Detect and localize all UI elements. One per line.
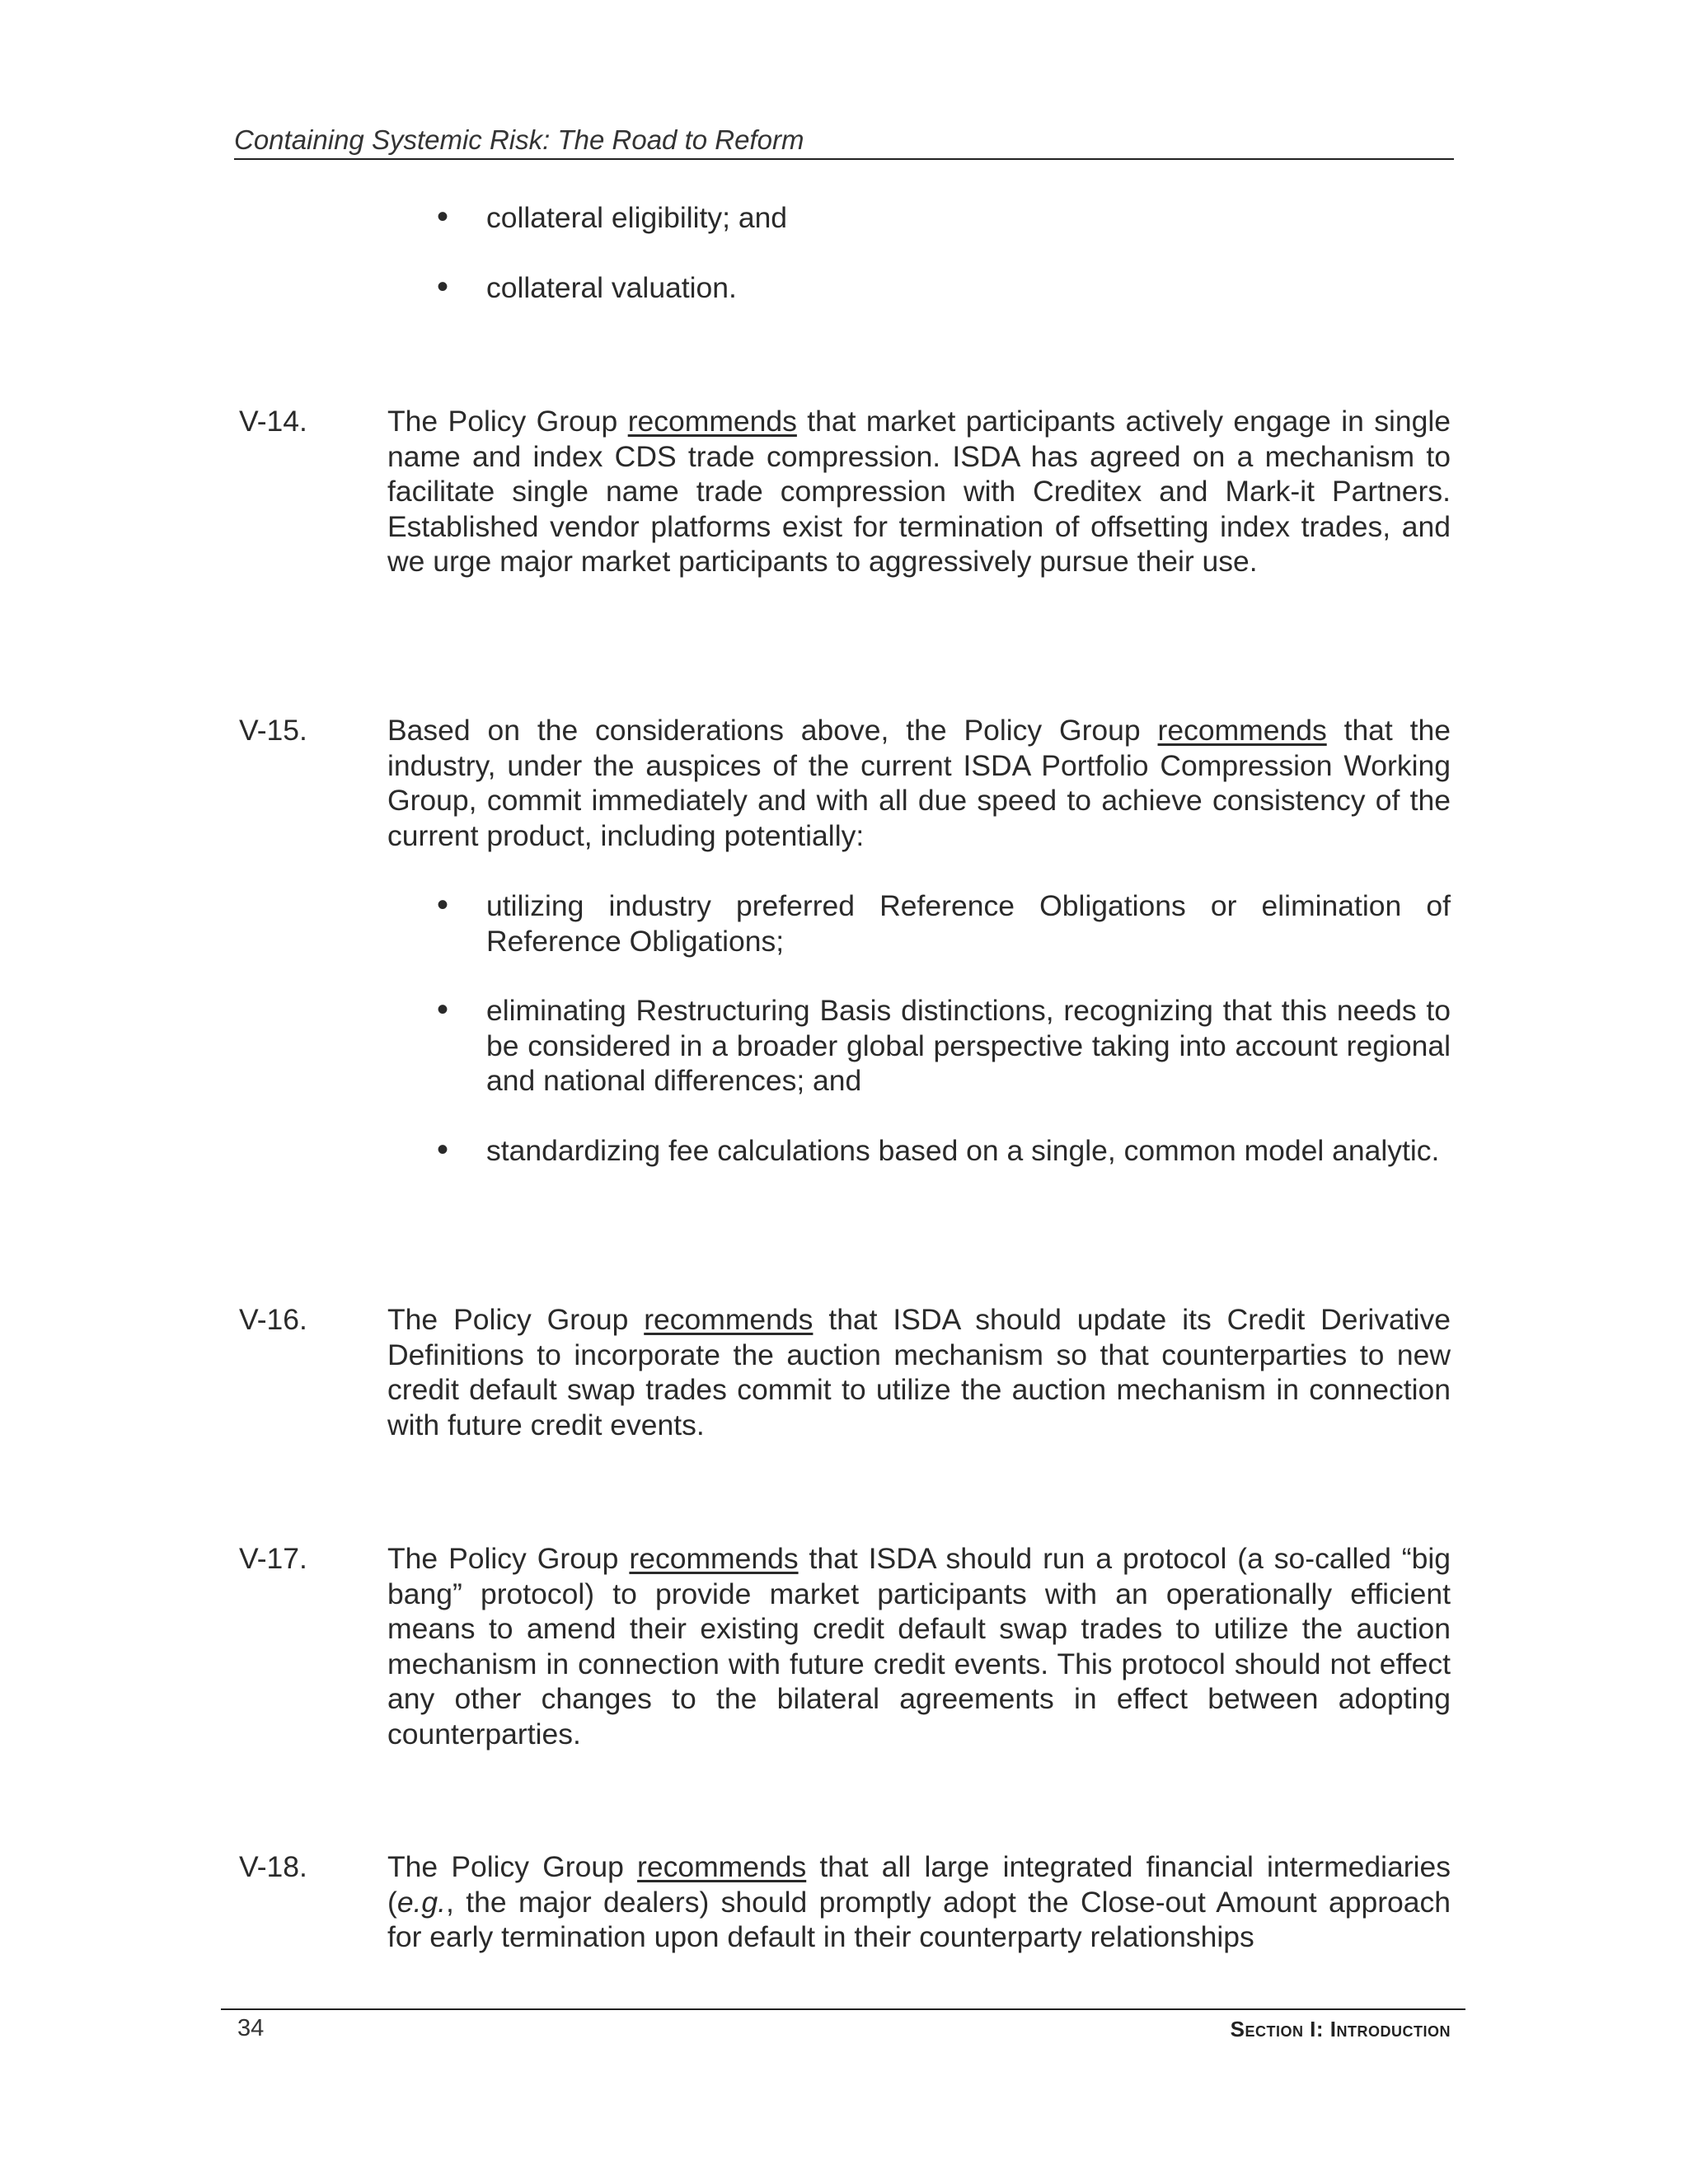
bullet-icon: • [437, 199, 449, 235]
bullet-text: collateral valuation. [486, 271, 737, 304]
bullet-icon: • [437, 269, 449, 305]
running-header: Containing Systemic Risk: The Road to Reform [234, 124, 1454, 160]
bullet-text: utilizing industry preferred Reference Obligations or elimination of Reference Obligations; [486, 889, 1451, 958]
bullet-text: standardizing fee calculations based on a single, common model analytic. [486, 1134, 1440, 1167]
recommends-emphasis: recommends [637, 1850, 807, 1883]
recommendation-text: The Policy Group recommends that all large integrated financial intermediaries (e.g., the major dealers) should promptly adopt the Close-out Amount approach for early termination upon default in their counterparty relationships [387, 1850, 1451, 1953]
recommendation-text: The Policy Group recommends that market participants actively engage in single name and index CDS trade compression. ISDA has agreed on a mechanism to facilitate single name trade compression with Creditex and Mark-it Partners. Established vendor platforms exist for termination of offsetting index trades, and we urge major market participants to aggressively pursue their use. [387, 405, 1451, 578]
bullet-icon: • [437, 1132, 449, 1168]
recommendation-number: V-15. [239, 714, 307, 747]
recommendation-text: Based on the considerations above, the Policy Group recommends that the industry, under the auspices of the current ISDA Portfolio Compression Working Group, commit immediately and with all due speed to achieve consistency of the current product, including potentially: [387, 714, 1451, 852]
bullet-icon: • [437, 887, 449, 923]
recommends-emphasis: recommends [644, 1303, 814, 1336]
recommendation-number: V-18. [239, 1850, 307, 1883]
recommendation-text: The Policy Group recommends that ISDA should run a protocol (a so-called “big bang” protocol) to provide market participants with an operationally efficient means to amend their existing credit default swap trades to utilize the auction mechanism in connection with future credit events. This protocol should not effect any other changes to the bilateral agreements in effect between adopting counterparties. [387, 1542, 1451, 1750]
recommends-emphasis: recommends [1157, 714, 1327, 747]
recommendation-number: V-16. [239, 1303, 307, 1336]
bullet-text: collateral eligibility; and [486, 201, 788, 234]
recommendation-number: V-14. [239, 405, 307, 438]
recommends-emphasis: recommends [629, 1542, 799, 1575]
recommendation-text: The Policy Group recommends that ISDA should update its Credit Derivative Definitions to incorporate the auction mechanism so that counterparties to new credit default swap trades commit to utilize the auction mechanism in connection with future credit events. [387, 1303, 1451, 1441]
recommendation-number: V-17. [239, 1542, 307, 1575]
bullet-icon: • [437, 991, 449, 1028]
section-label: Section I: Introduction [1230, 2017, 1451, 2041]
page-number: 34 [237, 2015, 265, 2041]
bullet-text: eliminating Restructuring Basis distinctions, recognizing that this needs to be considered in a broader global perspective taking into account regional and national differences; and [486, 994, 1451, 1097]
page-footer [221, 2008, 1465, 2043]
recommends-emphasis: recommends [627, 405, 797, 438]
